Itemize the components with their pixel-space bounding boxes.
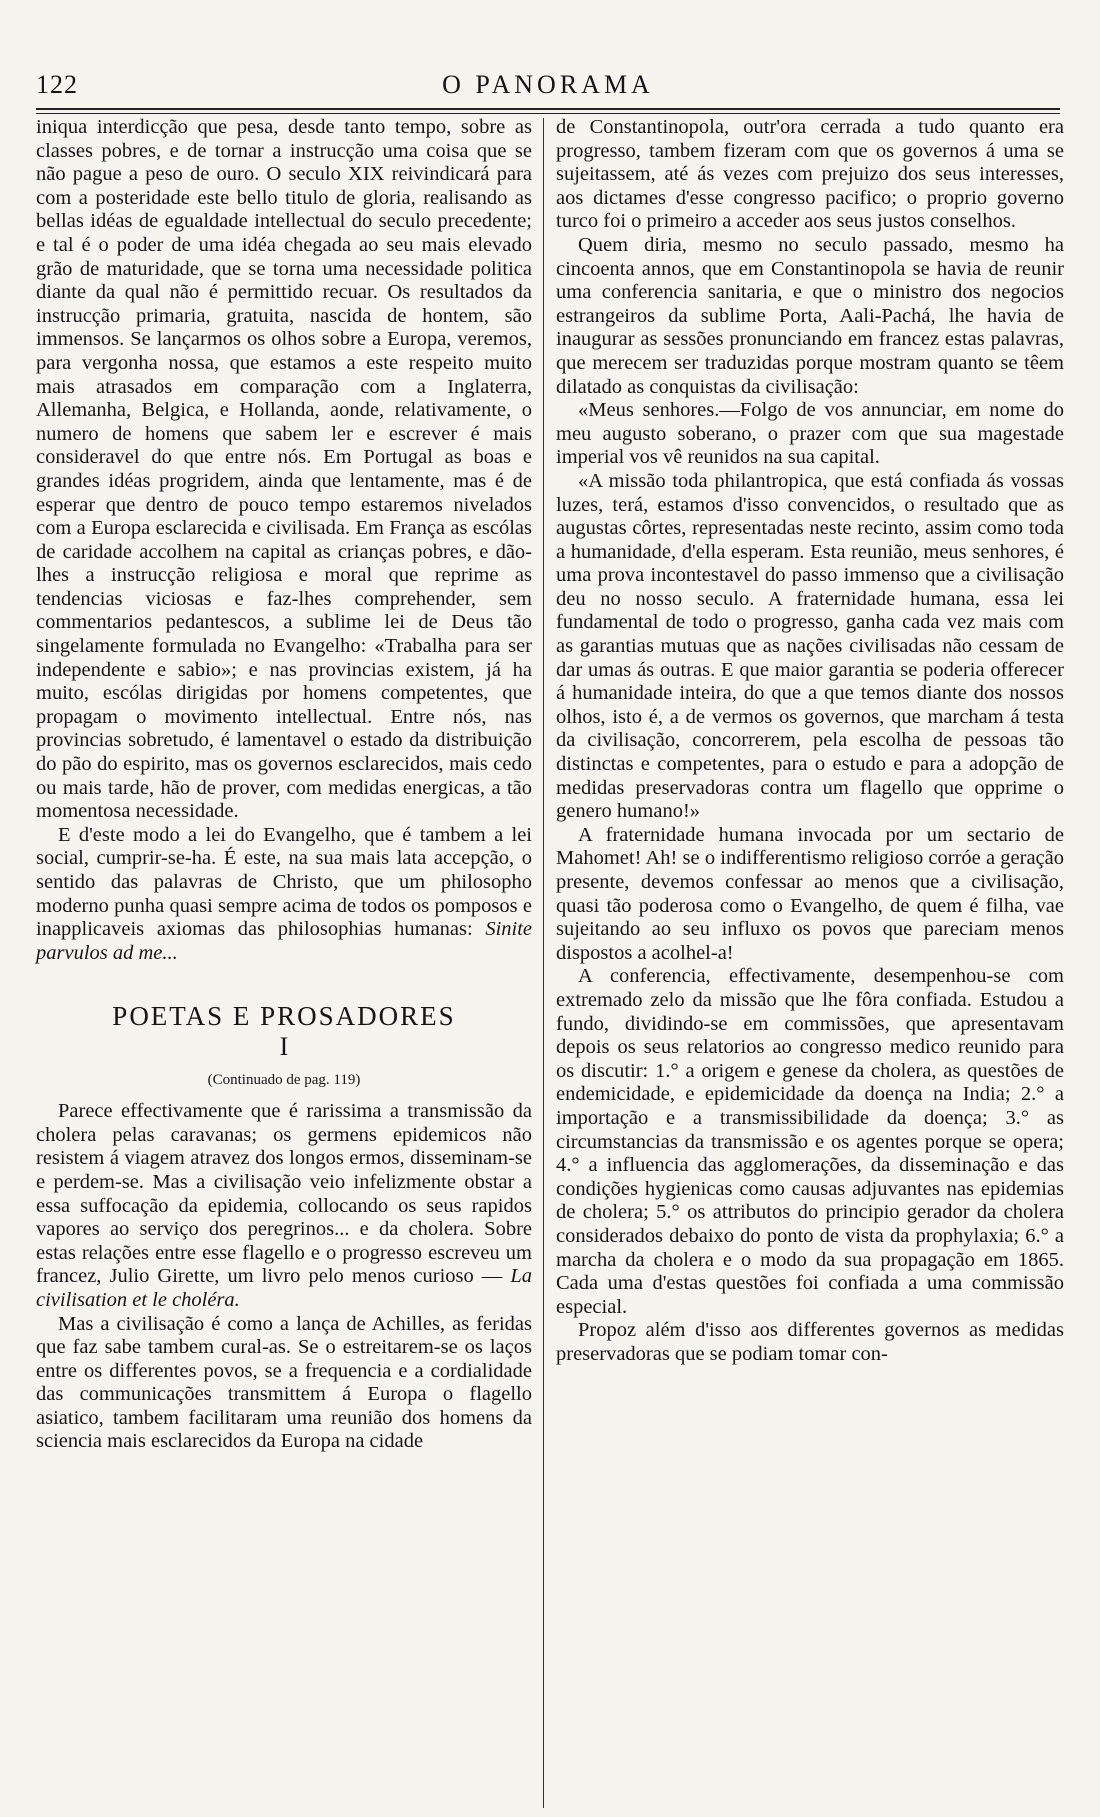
right-paragraph-5: A fraternidade humana invocada por um sectario de Mahomet! Ah! se o indifferentismo religioso corróe a geração presente, devemos confessar ao menos que a civilisação, quasi tão poderosa como o Evangelho, de quem é filha, vae sujeitando ao seu influxo os povos que pareciam menos dispostos a acolhel-a! — [556, 823, 1064, 964]
continued-note: (Continuado de pag. 119) — [207, 1071, 361, 1088]
right-paragraph-1: de Constantinopola, outr'ora cerrada a tudo quanto era progresso, tambem fizeram com que os governos á uma se sujeitassem, até ás vezes com prejuizo dos seus interesses, aos dictames d'esse congresso pacifico; o proprio governo turco foi o primeiro a acceder aos seus justos conselhos. — [556, 116, 1064, 233]
right-paragraph-2: Quem diria, mesmo no seculo passado, mesmo ha cincoenta annos, que em Constantinopola se havia de reunir uma conferencia sanitaria, e que o ministro dos negocios estrangeiros da sublime Porta, Aali-Pachá, lhe havia de inaugurar as sessões pronunciando em francez estas palavras, que merecem ser traduzidas porque mostram quanto se têem dilatado as conquistas da civilisação: — [556, 233, 1064, 398]
left-paragraph-3 — [36, 1100, 532, 1312]
right-paragraph-7: Propoz além d'isso aos differentes governos as medidas preservadoras que se podiam tomar con- — [556, 1319, 1064, 1365]
left-paragraph-3-text: Parece effectivamente que é rarissima a transmissão da cholera pelas caravanas; os germens epidemicos não resistem á viagem atravez dos longos ermos, disseminam-se e perdem-se. Mas a civilisação veio infelizmente obstar a essa suffocação da epidemia, collocando os seus rapidos vapores ao serviço dos peregrinos... e da cholera. Sobre estas relações entre esse flagello e o progresso escreveu um francez, Julio Girette, um livro pelo menos curioso — — [36, 1100, 532, 1288]
right-column — [556, 116, 1064, 1366]
column-divider — [543, 118, 544, 1808]
book-title: La civilisation et le choléra. — [36, 1265, 532, 1311]
section-title: POETAS E PROSADORES — [112, 1001, 456, 1032]
header-rule-thin — [36, 113, 1060, 114]
left-column — [36, 116, 532, 1454]
journal-title: O PANORAMA — [442, 70, 654, 99]
page-number: 122 — [36, 70, 78, 99]
header-rule — [36, 108, 1060, 110]
left-paragraph-2 — [36, 824, 532, 966]
left-paragraph-4: Mas a civilisação é como a lança de Achilles, as feridas que faz sabe tambem cural-as. Se o estreitarem-se os laços entre os differentes povos, se a frequencia e a cordialidade das communicações transmittem á Europa o flagello asiatico, tambem facilitaram uma reunião dos homens da sciencia mais esclarecidos da Europa na cidade — [36, 1312, 532, 1453]
right-paragraph-3: «Meus senhores.—Folgo de vos annunciar, em nome do meu augusto soberano, o prazer com que sua magestade imperial vos vê reunidos na sua capital. — [556, 399, 1064, 469]
latin-quote: Sinite parvulos ad me... — [36, 918, 533, 964]
right-paragraph-4: «A missão toda philantropica, que está confiada ás vossas luzes, terá, estamos d'isso convencidos, o resultado que as augustas côrtes, representadas neste recinto, assim como toda a humanidade, d'ella esperam. Esta reunião, meus senhores, é uma prova incontestavel do passo immenso que a civilisação deu no nosso seculo. A fraternidade humana, essa lei fundamental de todo o progresso, ganha cada vez mais com as garantias mutuas que as nações civilisadas não cessam de dar umas ás outras. E que maior garantia se poderia offerecer á humanidade inteira, do que a que temos diante dos nossos olhos, isto é, a de vermos os governos, que marcham á testa da civilisação, concorrerem, pela escolha de pessoas tão distinctas e competentes, para o estudo e para a adopção de medidas preservadoras contra um flagello que opprime o genero humano!» — [556, 469, 1064, 823]
section-number: I — [279, 1031, 289, 1061]
left-paragraph-2-text: E d'este modo a lei do Evangelho, que é tambem a lei social, cumprir-se-ha. É este, na sua mais lata accepção, o sentido das palavras de Christo, que um philosopho moderno punha quasi sempre acima de todos os pomposos e inapplicaveis axiomas das philosophias humanas: — [36, 823, 532, 941]
left-paragraph-1: iniqua interdicção que pesa, desde tanto tempo, sobre as classes pobres, e de tornar a instrucção uma coisa que se não pague a peso de ouro. O seculo XIX reivindicará para com a posteridade este bello titulo de gloria, realisando as bellas idéas de egualdade intellectual do seculo precedente; e tal é o poder de uma idéa chegada ao seu mais elevado grão de maturidade, que se torna uma necessidade politica diante da qual não é permittido recuar. Os resultados da instrucção primaria, gratuita, nascida de hontem, são immensos. Se lançarmos os olhos sobre a Europa, veremos, para vergonha nossa, que estamos a este respeito muito mais atrasados em comparação com a Inglaterra, Allemanha, Belgica, e Hollanda, aonde, relativamente, o numero de homens que sabem ler e escrever é mais consideravel do que entre nós. Em Portugal as boas e grandes idéas progridem, ainda que lentamente, mas é de esperar que dentro de pouco tempo estaremos nivelados com a Europa esclarecida e civilisada. Em França as escólas de caridade accolhem na capital as crianças pobres, e dão-lhes a instrucção religiosa e moral que reprime as tendencias viciosas e faz-lhes comprehender, sem commentarios pedantescos, a sublime lei de Deus tão singelamente formulada no Evangelho: «Trabalha para ser independente e sabio»; e nas provincias existem, já ha muito, escólas dirigidas por homens competentes, que propagam o movimento intellectual. Entre nós, nas provincias sobretudo, é lamentavel o estado da distribuição do pão do espirito, mas os governos esclarecidos, mais cedo ou mais tarde, hão de prover, com medidas energicas, a tão momentosa necessidade. — [36, 116, 532, 823]
right-paragraph-6: A conferencia, effectivamente, desempenhou-se com extremado zelo da missão que lhe fôra confiada. Estudou a fundo, dividindo-se em commissões, que apresentavam depois os seus relatorios ao congresso medico reunido para os discutir: 1.° a origem e genese da cholera, as questões de endemicidade, e epidemicidade da doença na India; 2.° a importação e a transmissibilidade da doença; 3.° as circumstancias da transmissão e os agentes porque se opera; 4.° a influencia das agglomerações, da disseminação e das condições hygienicas como causas adjuvantes nas epidemias de cholera; 5.° os attributos do principio gerador da cholera considerados debaixo do ponto de vista da prophylaxia; 6.° a marcha da cholera e o modo da sua propagação em 1865. Cada uma d'estas questões foi confiada a uma commissão especial. — [556, 965, 1064, 1318]
